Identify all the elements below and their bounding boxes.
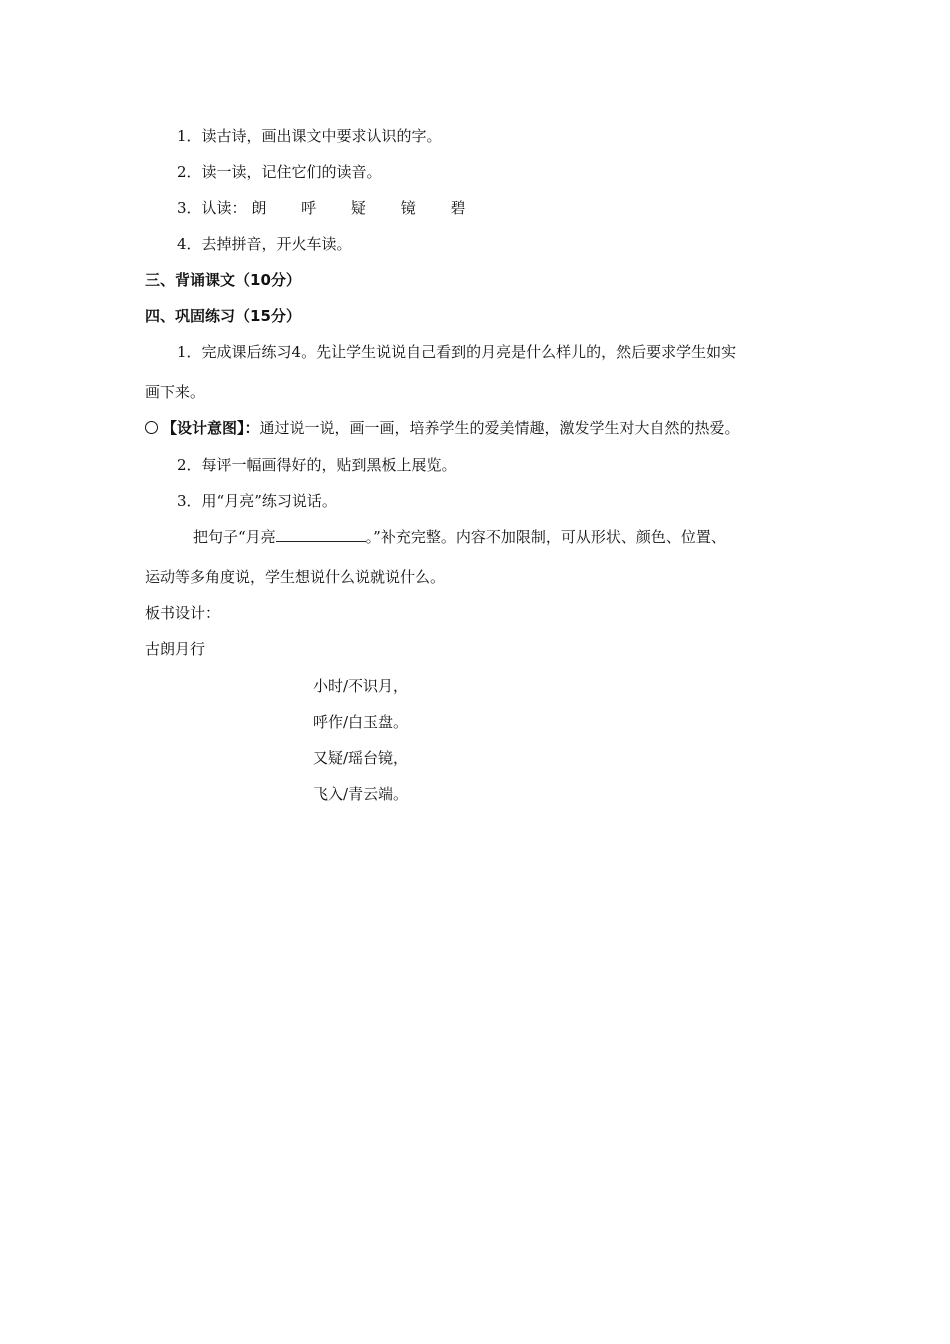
step-2: 2．读一读，记住它们的读音。 — [177, 163, 382, 181]
exercise-2: 2．每评一幅画得好的，贴到黑板上展览。 — [177, 456, 457, 474]
recognize-char: 镜 — [400, 199, 416, 217]
recognize-char: 碧 — [450, 199, 466, 217]
poem-title: 古朗月行 — [145, 640, 206, 658]
recognize-char: 呼 — [301, 199, 317, 217]
section-3-heading: 三、背诵课文（10分） — [145, 271, 301, 289]
circle-bullet-icon — [145, 421, 158, 434]
recognize-char: 疑 — [350, 199, 366, 217]
design-intent — [145, 418, 740, 438]
section-4-heading: 四、巩固练习（15分） — [145, 307, 301, 325]
design-intent-label: 【设计意图】： — [162, 419, 260, 437]
recognize-prefix: 3．认读： — [177, 199, 247, 217]
sentence-before: 把句子“月亮 — [193, 528, 276, 546]
poem-line: 又疑/瑶台镜， — [313, 749, 409, 767]
poem-line: 呼作/白玉盘。 — [313, 713, 409, 731]
poem-line: 小时/不识月， — [313, 677, 409, 695]
board-design-title: 板书设计： — [145, 604, 221, 622]
fill-blank — [276, 527, 366, 542]
exercise-1-line-2: 画下来。 — [145, 383, 206, 401]
poem-line: 飞入/青云端。 — [313, 785, 409, 803]
exercise-1-line-1: 1．完成课后练习4。先让学生说说自己看到的月亮是什么样儿的，然后要求学生如实 — [177, 343, 737, 361]
step-3-recognize — [177, 198, 466, 218]
exercise-3: 3．用“月亮”练习说话。 — [177, 492, 337, 510]
sentence-line-2: 运动等多角度说，学生想说什么说就说什么。 — [145, 568, 446, 586]
sentence-after: 。”补充完整。内容不加限制，可从形状、颜色、位置、 — [365, 528, 726, 546]
sentence-line-1 — [193, 527, 726, 547]
design-intent-text: 通过说一说，画一画，培养学生的爱美情趣，激发学生对大自然的热爱。 — [259, 419, 740, 437]
recognize-char: 朗 — [251, 199, 267, 217]
step-1: 1．读古诗，画出课文中要求认识的字。 — [177, 127, 442, 145]
step-4: 4．去掉拼音，开火车读。 — [177, 235, 352, 253]
